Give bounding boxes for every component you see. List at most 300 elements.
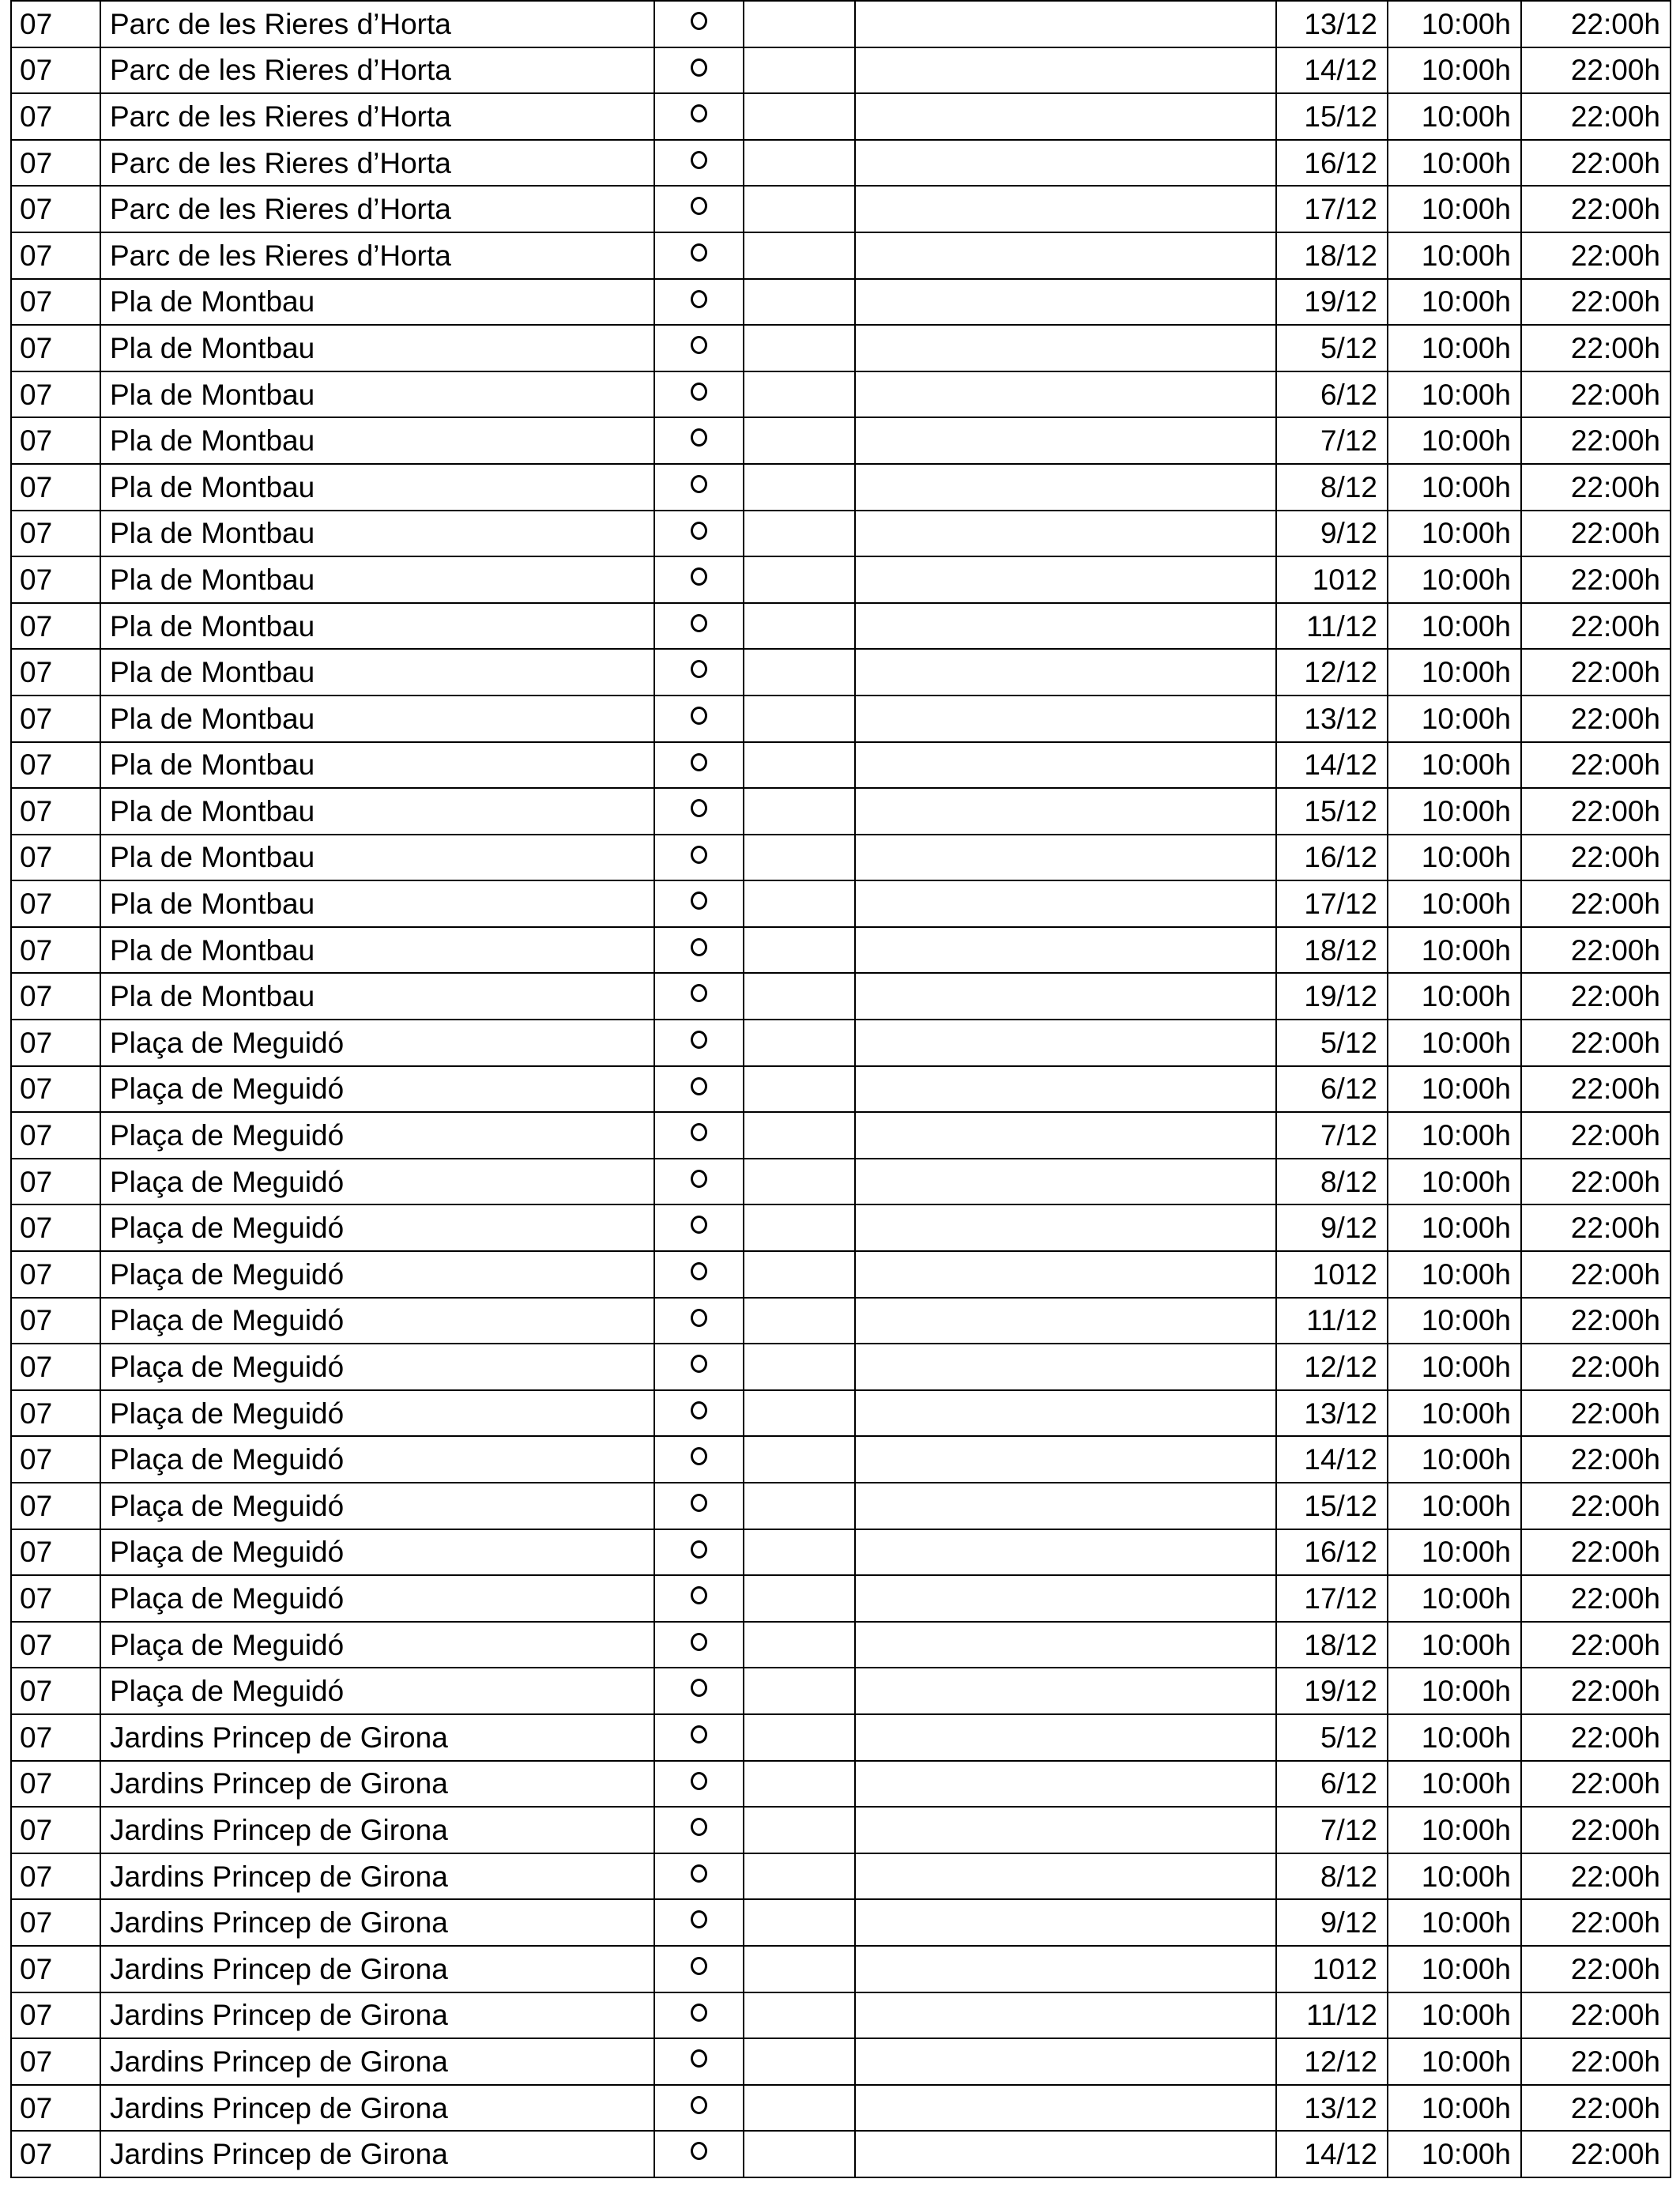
table-row [11, 880, 1671, 927]
circle-icon [691, 1309, 707, 1327]
date-cell: 17/12 [1276, 186, 1388, 232]
district-cell: 07 [11, 1668, 100, 1714]
end-time-cell: 22:00h [1521, 1344, 1671, 1390]
table-row [11, 696, 1671, 742]
mark-cell [654, 1436, 744, 1483]
start-time-cell: 10:00h [1388, 1992, 1521, 2039]
circle-icon [691, 1031, 707, 1049]
empty-cell [744, 880, 855, 927]
empty-cell [855, 325, 1276, 371]
location-cell: Pla de Montbau [100, 556, 654, 603]
empty-cell [855, 1298, 1276, 1344]
date-cell: 9/12 [1276, 1899, 1388, 1946]
end-time-cell: 22:00h [1521, 1714, 1671, 1761]
circle-icon [691, 336, 707, 354]
start-time-cell: 10:00h [1388, 1668, 1521, 1714]
empty-cell [855, 47, 1276, 94]
start-time-cell: 10:00h [1388, 140, 1521, 187]
mark-cell [654, 140, 744, 187]
start-time-cell: 10:00h [1388, 1066, 1521, 1113]
table-row [11, 1, 1671, 47]
mark-cell [654, 1204, 744, 1251]
end-time-cell: 22:00h [1521, 788, 1671, 835]
location-cell: Jardins Princep de Girona [100, 1992, 654, 2039]
location-cell: Jardins Princep de Girona [100, 1807, 654, 1853]
start-time-cell: 10:00h [1388, 325, 1521, 371]
location-cell: Parc de les Rieres d’Horta [100, 186, 654, 232]
district-cell: 07 [11, 1899, 100, 1946]
mark-cell [654, 1992, 744, 2039]
empty-cell [855, 1714, 1276, 1761]
location-cell: Jardins Princep de Girona [100, 2085, 654, 2132]
location-cell: Pla de Montbau [100, 511, 654, 557]
circle-icon [691, 984, 707, 1002]
location-cell: Plaça de Meguidó [100, 1159, 654, 1205]
empty-cell [744, 1020, 855, 1066]
location-cell: Parc de les Rieres d’Horta [100, 1, 654, 47]
circle-icon [691, 243, 707, 262]
start-time-cell: 10:00h [1388, 1436, 1521, 1483]
table-row [11, 1390, 1671, 1437]
empty-cell [744, 279, 855, 326]
end-time-cell: 22:00h [1521, 2085, 1671, 2132]
circle-icon [691, 1170, 707, 1188]
date-cell: 14/12 [1276, 2131, 1388, 2177]
district-cell: 07 [11, 2038, 100, 2085]
end-time-cell: 22:00h [1521, 556, 1671, 603]
date-cell: 16/12 [1276, 835, 1388, 881]
empty-cell [855, 556, 1276, 603]
start-time-cell: 10:00h [1388, 927, 1521, 974]
empty-cell [855, 1761, 1276, 1808]
date-cell: 13/12 [1276, 696, 1388, 742]
empty-cell [855, 1622, 1276, 1668]
start-time-cell: 10:00h [1388, 47, 1521, 94]
location-cell: Jardins Princep de Girona [100, 2131, 654, 2177]
end-time-cell: 22:00h [1521, 1483, 1671, 1529]
mark-cell [654, 279, 744, 326]
date-cell: 13/12 [1276, 1390, 1388, 1437]
empty-cell [855, 1529, 1276, 1576]
location-cell: Plaça de Meguidó [100, 1483, 654, 1529]
table-row [11, 1714, 1671, 1761]
district-cell: 07 [11, 1390, 100, 1437]
location-cell: Jardins Princep de Girona [100, 1899, 654, 1946]
empty-cell [744, 1436, 855, 1483]
table-row [11, 325, 1671, 371]
district-cell: 07 [11, 742, 100, 789]
table-row [11, 1807, 1671, 1853]
empty-cell [744, 464, 855, 511]
start-time-cell: 10:00h [1388, 1575, 1521, 1622]
district-cell: 07 [11, 973, 100, 1020]
table-row [11, 1529, 1671, 1576]
end-time-cell: 22:00h [1521, 1020, 1671, 1066]
district-cell: 07 [11, 1159, 100, 1205]
circle-icon [691, 1216, 707, 1234]
mark-cell [654, 788, 744, 835]
empty-cell [744, 2131, 855, 2177]
date-cell: 11/12 [1276, 1992, 1388, 2039]
date-cell: 5/12 [1276, 1714, 1388, 1761]
start-time-cell: 10:00h [1388, 1761, 1521, 1808]
empty-cell [855, 93, 1276, 140]
schedule-table [10, 0, 1671, 2178]
circle-icon [691, 1679, 707, 1697]
end-time-cell: 22:00h [1521, 1112, 1671, 1159]
empty-cell [744, 186, 855, 232]
empty-cell [744, 1483, 855, 1529]
table-row [11, 93, 1671, 140]
end-time-cell: 22:00h [1521, 1, 1671, 47]
district-cell: 07 [11, 1807, 100, 1853]
location-cell: Plaça de Meguidó [100, 1344, 654, 1390]
empty-cell [855, 2085, 1276, 2132]
date-cell: 13/12 [1276, 1, 1388, 47]
location-cell: Parc de les Rieres d’Horta [100, 232, 654, 279]
circle-icon [691, 1077, 707, 1095]
mark-cell [654, 835, 744, 881]
table-row [11, 1992, 1671, 2039]
empty-cell [744, 1344, 855, 1390]
table-row [11, 1344, 1671, 1390]
circle-icon [691, 1262, 707, 1280]
date-cell: 7/12 [1276, 1112, 1388, 1159]
date-cell: 12/12 [1276, 1344, 1388, 1390]
circle-icon [691, 660, 707, 678]
circle-icon [691, 1494, 707, 1512]
date-cell: 1012 [1276, 1251, 1388, 1298]
table-row [11, 1298, 1671, 1344]
mark-cell [654, 649, 744, 696]
start-time-cell: 10:00h [1388, 2131, 1521, 2177]
empty-cell [744, 47, 855, 94]
empty-cell [855, 1, 1276, 47]
district-cell: 07 [11, 2085, 100, 2132]
empty-cell [744, 1761, 855, 1808]
date-cell: 14/12 [1276, 47, 1388, 94]
location-cell: Pla de Montbau [100, 371, 654, 418]
circle-icon [691, 1864, 707, 1883]
mark-cell [654, 2038, 744, 2085]
start-time-cell: 10:00h [1388, 1020, 1521, 1066]
location-cell: Pla de Montbau [100, 788, 654, 835]
start-time-cell: 10:00h [1388, 1946, 1521, 1992]
district-cell: 07 [11, 1761, 100, 1808]
table-row [11, 1436, 1671, 1483]
start-time-cell: 10:00h [1388, 1899, 1521, 1946]
mark-cell [654, 1853, 744, 1900]
start-time-cell: 10:00h [1388, 1483, 1521, 1529]
empty-cell [744, 1, 855, 47]
start-time-cell: 10:00h [1388, 835, 1521, 881]
location-cell: Plaça de Meguidó [100, 1622, 654, 1668]
empty-cell [744, 2038, 855, 2085]
location-cell: Pla de Montbau [100, 973, 654, 1020]
date-cell: 14/12 [1276, 1436, 1388, 1483]
empty-cell [744, 1251, 855, 1298]
location-cell: Plaça de Meguidó [100, 1575, 654, 1622]
start-time-cell: 10:00h [1388, 511, 1521, 557]
date-cell: 15/12 [1276, 1483, 1388, 1529]
start-time-cell: 10:00h [1388, 2085, 1521, 2132]
start-time-cell: 10:00h [1388, 1622, 1521, 1668]
end-time-cell: 22:00h [1521, 1251, 1671, 1298]
mark-cell [654, 603, 744, 650]
table-row [11, 47, 1671, 94]
mark-cell [654, 1, 744, 47]
mark-cell [654, 696, 744, 742]
start-time-cell: 10:00h [1388, 186, 1521, 232]
circle-icon [691, 799, 707, 817]
table-row [11, 1020, 1671, 1066]
end-time-cell: 22:00h [1521, 742, 1671, 789]
mark-cell [654, 973, 744, 1020]
circle-icon [691, 383, 707, 401]
start-time-cell: 10:00h [1388, 93, 1521, 140]
location-cell: Jardins Princep de Girona [100, 1946, 654, 1992]
table-row [11, 464, 1671, 511]
location-cell: Pla de Montbau [100, 880, 654, 927]
end-time-cell: 22:00h [1521, 1204, 1671, 1251]
end-time-cell: 22:00h [1521, 371, 1671, 418]
empty-cell [744, 1807, 855, 1853]
end-time-cell: 22:00h [1521, 2131, 1671, 2177]
location-cell: Plaça de Meguidó [100, 1020, 654, 1066]
table-row [11, 2038, 1671, 2085]
date-cell: 17/12 [1276, 880, 1388, 927]
end-time-cell: 22:00h [1521, 511, 1671, 557]
date-cell: 1012 [1276, 556, 1388, 603]
empty-cell [744, 1159, 855, 1205]
start-time-cell: 10:00h [1388, 649, 1521, 696]
start-time-cell: 10:00h [1388, 788, 1521, 835]
empty-cell [855, 1946, 1276, 1992]
empty-cell [744, 1853, 855, 1900]
start-time-cell: 10:00h [1388, 696, 1521, 742]
end-time-cell: 22:00h [1521, 1668, 1671, 1714]
mark-cell [654, 1622, 744, 1668]
start-time-cell: 10:00h [1388, 1529, 1521, 1576]
district-cell: 07 [11, 47, 100, 94]
empty-cell [744, 1529, 855, 1576]
end-time-cell: 22:00h [1521, 973, 1671, 1020]
district-cell: 07 [11, 1483, 100, 1529]
district-cell: 07 [11, 371, 100, 418]
location-cell: Jardins Princep de Girona [100, 1761, 654, 1808]
start-time-cell: 10:00h [1388, 1204, 1521, 1251]
table-row [11, 1761, 1671, 1808]
empty-cell [855, 1483, 1276, 1529]
empty-cell [855, 835, 1276, 881]
empty-cell [855, 973, 1276, 1020]
empty-cell [855, 1668, 1276, 1714]
location-cell: Jardins Princep de Girona [100, 1714, 654, 1761]
date-cell: 17/12 [1276, 1575, 1388, 1622]
circle-icon [691, 1123, 707, 1141]
end-time-cell: 22:00h [1521, 880, 1671, 927]
circle-icon [691, 1586, 707, 1604]
start-time-cell: 10:00h [1388, 417, 1521, 464]
start-time-cell: 10:00h [1388, 603, 1521, 650]
start-time-cell: 10:00h [1388, 279, 1521, 326]
circle-icon [691, 475, 707, 493]
circle-icon [691, 151, 707, 169]
mark-cell [654, 1761, 744, 1808]
table-row [11, 511, 1671, 557]
district-cell: 07 [11, 511, 100, 557]
mark-cell [654, 47, 744, 94]
district-cell: 07 [11, 1436, 100, 1483]
start-time-cell: 10:00h [1388, 1390, 1521, 1437]
location-cell: Jardins Princep de Girona [100, 2038, 654, 2085]
date-cell: 18/12 [1276, 232, 1388, 279]
district-cell: 07 [11, 835, 100, 881]
mark-cell [654, 1020, 744, 1066]
start-time-cell: 10:00h [1388, 1344, 1521, 1390]
empty-cell [744, 742, 855, 789]
location-cell: Plaça de Meguidó [100, 1390, 654, 1437]
table-row [11, 1112, 1671, 1159]
empty-cell [744, 2085, 855, 2132]
empty-cell [855, 1853, 1276, 1900]
circle-icon [691, 1818, 707, 1836]
district-cell: 07 [11, 603, 100, 650]
district-cell: 07 [11, 1204, 100, 1251]
date-cell: 9/12 [1276, 511, 1388, 557]
location-cell: Pla de Montbau [100, 696, 654, 742]
mark-cell [654, 880, 744, 927]
table-row [11, 1575, 1671, 1622]
mark-cell [654, 417, 744, 464]
location-cell: Pla de Montbau [100, 927, 654, 974]
date-cell: 19/12 [1276, 279, 1388, 326]
mark-cell [654, 1668, 744, 1714]
mark-cell [654, 511, 744, 557]
empty-cell [855, 464, 1276, 511]
end-time-cell: 22:00h [1521, 1298, 1671, 1344]
schedule-body [11, 1, 1671, 2177]
empty-cell [855, 1204, 1276, 1251]
start-time-cell: 10:00h [1388, 2038, 1521, 2085]
empty-cell [855, 880, 1276, 927]
end-time-cell: 22:00h [1521, 417, 1671, 464]
district-cell: 07 [11, 1575, 100, 1622]
end-time-cell: 22:00h [1521, 47, 1671, 94]
start-time-cell: 10:00h [1388, 556, 1521, 603]
empty-cell [855, 1066, 1276, 1113]
table-row [11, 1668, 1671, 1714]
location-cell: Plaça de Meguidó [100, 1204, 654, 1251]
circle-icon [691, 104, 707, 123]
date-cell: 18/12 [1276, 1622, 1388, 1668]
empty-cell [744, 1112, 855, 1159]
date-cell: 11/12 [1276, 603, 1388, 650]
district-cell: 07 [11, 279, 100, 326]
empty-cell [744, 1899, 855, 1946]
empty-cell [744, 788, 855, 835]
date-cell: 8/12 [1276, 1853, 1388, 1900]
district-cell: 07 [11, 140, 100, 187]
mark-cell [654, 556, 744, 603]
empty-cell [744, 93, 855, 140]
mark-cell [654, 464, 744, 511]
table-row [11, 1251, 1671, 1298]
mark-cell [654, 1529, 744, 1576]
empty-cell [855, 1436, 1276, 1483]
district-cell: 07 [11, 1251, 100, 1298]
district-cell: 07 [11, 1020, 100, 1066]
end-time-cell: 22:00h [1521, 464, 1671, 511]
empty-cell [744, 1714, 855, 1761]
empty-cell [744, 1946, 855, 1992]
empty-cell [855, 1159, 1276, 1205]
end-time-cell: 22:00h [1521, 1761, 1671, 1808]
date-cell: 13/12 [1276, 2085, 1388, 2132]
mark-cell [654, 1575, 744, 1622]
district-cell: 07 [11, 1529, 100, 1576]
mark-cell [654, 1946, 744, 1992]
location-cell: Pla de Montbau [100, 417, 654, 464]
location-cell: Plaça de Meguidó [100, 1298, 654, 1344]
location-cell: Parc de les Rieres d’Horta [100, 140, 654, 187]
empty-cell [744, 371, 855, 418]
district-cell: 07 [11, 927, 100, 974]
district-cell: 07 [11, 1622, 100, 1668]
start-time-cell: 10:00h [1388, 1298, 1521, 1344]
empty-cell [855, 1112, 1276, 1159]
location-cell: Jardins Princep de Girona [100, 1853, 654, 1900]
empty-cell [744, 1390, 855, 1437]
circle-icon [691, 1401, 707, 1419]
circle-icon [691, 614, 707, 632]
end-time-cell: 22:00h [1521, 603, 1671, 650]
date-cell: 9/12 [1276, 1204, 1388, 1251]
end-time-cell: 22:00h [1521, 140, 1671, 187]
empty-cell [855, 2131, 1276, 2177]
location-cell: Plaça de Meguidó [100, 1112, 654, 1159]
end-time-cell: 22:00h [1521, 1946, 1671, 1992]
location-cell: Pla de Montbau [100, 325, 654, 371]
table-row [11, 556, 1671, 603]
end-time-cell: 22:00h [1521, 325, 1671, 371]
end-time-cell: 22:00h [1521, 649, 1671, 696]
circle-icon [691, 522, 707, 540]
district-cell: 07 [11, 788, 100, 835]
empty-cell [855, 927, 1276, 974]
empty-cell [744, 835, 855, 881]
table-row [11, 232, 1671, 279]
date-cell: 14/12 [1276, 742, 1388, 789]
empty-cell [744, 1204, 855, 1251]
circle-icon [691, 1772, 707, 1790]
end-time-cell: 22:00h [1521, 927, 1671, 974]
location-cell: Plaça de Meguidó [100, 1436, 654, 1483]
location-cell: Pla de Montbau [100, 742, 654, 789]
table-row [11, 1159, 1671, 1205]
empty-cell [744, 511, 855, 557]
circle-icon [691, 938, 707, 956]
empty-cell [855, 2038, 1276, 2085]
date-cell: 16/12 [1276, 140, 1388, 187]
date-cell: 12/12 [1276, 649, 1388, 696]
district-cell: 07 [11, 186, 100, 232]
date-cell: 6/12 [1276, 1066, 1388, 1113]
empty-cell [744, 1066, 855, 1113]
district-cell: 07 [11, 556, 100, 603]
circle-icon [691, 1540, 707, 1559]
empty-cell [855, 417, 1276, 464]
